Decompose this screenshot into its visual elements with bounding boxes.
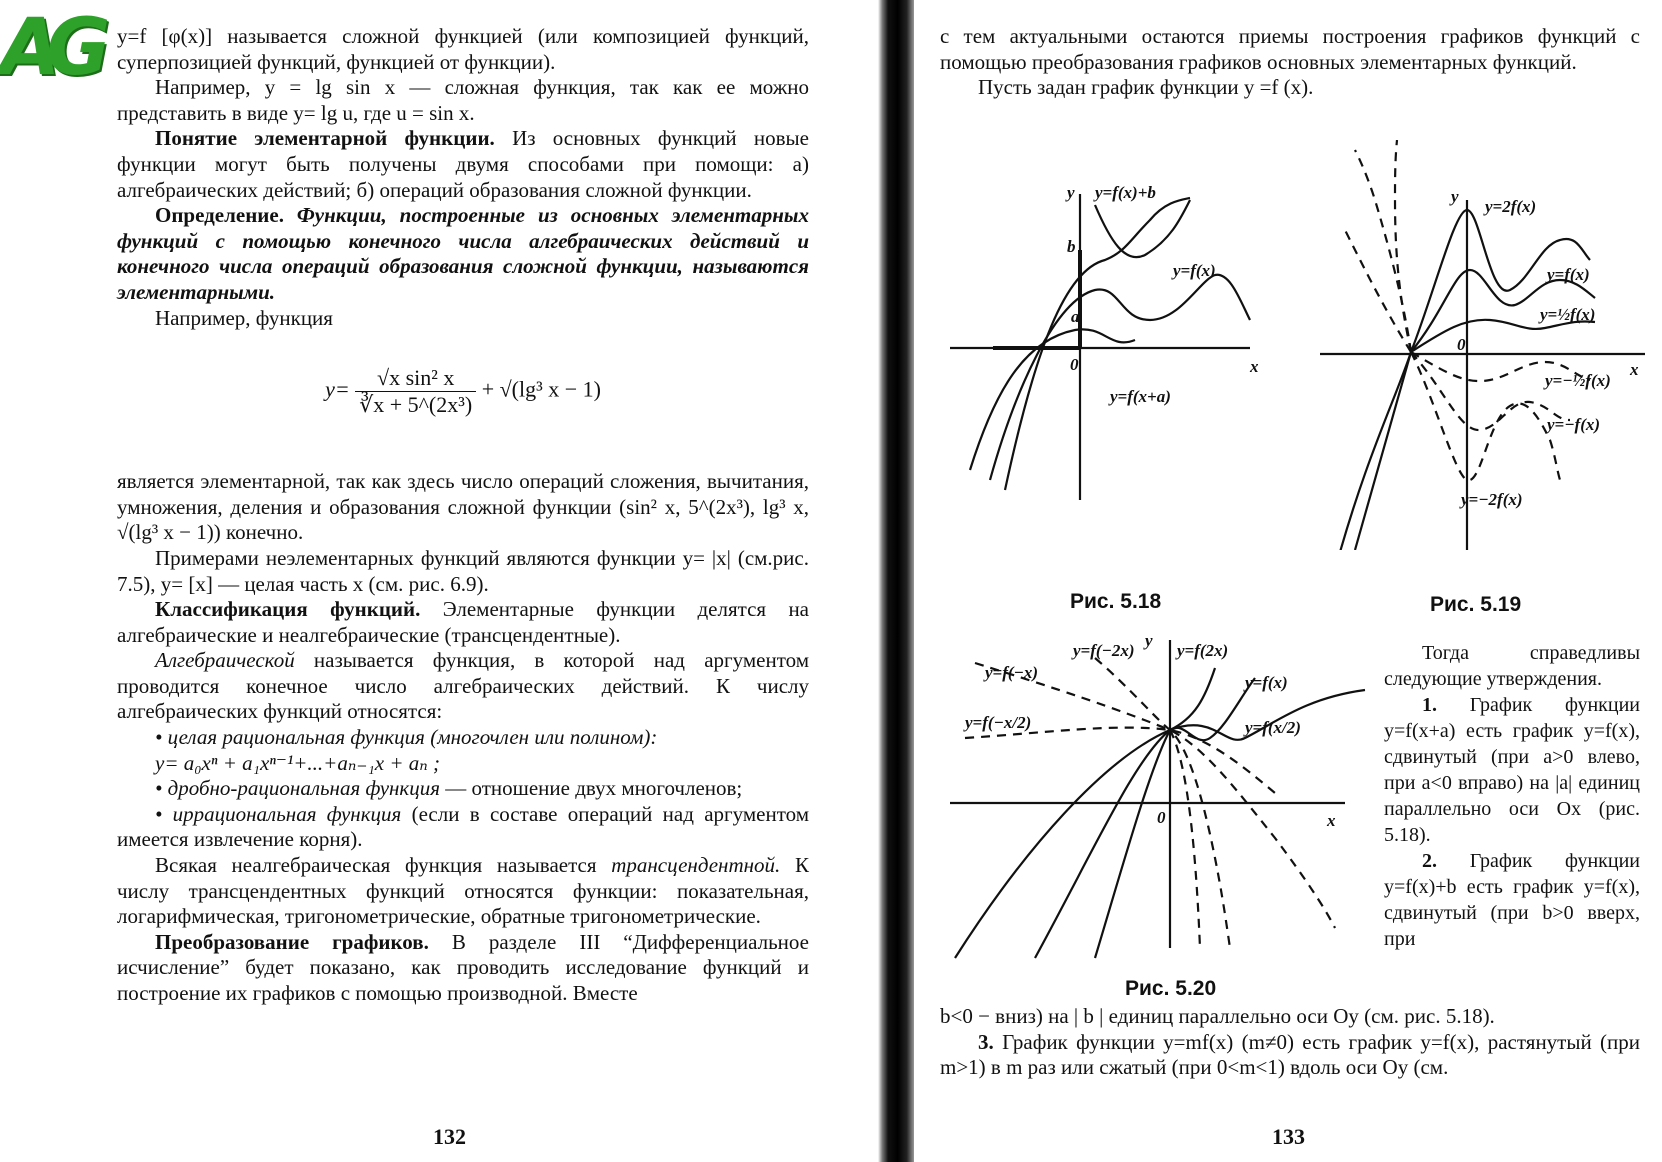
term-irrational: • иррациональная функция	[155, 801, 402, 826]
curve-half-f	[1411, 320, 1595, 352]
paragraph-elementary: является элементарной, так как здесь число операций сложения, вычитания, умножения, деления и образования сложной функции (sin² x, 5^(2x³), lg³ x, √(lg³ x − 1)) конечно.	[117, 469, 809, 545]
figure-5-20	[945, 628, 1375, 968]
term-polynomial: • целая рациональная функция (многочлен или полином):	[155, 725, 658, 750]
paragraph-irrational	[117, 802, 809, 853]
label-f-2x: y=f(2x)	[1177, 641, 1229, 660]
label-zero: 0	[1157, 808, 1166, 827]
caption-5-19: Рис. 5.19	[1430, 593, 1522, 616]
formula	[117, 365, 809, 429]
paragraph-nonelementary: Примерами неэлементарных функций являются функции y= |x| (см.рис. 7.5), y= [x] — целая часть x (см. рис. 6.9).	[117, 545, 809, 596]
definition-term: элементарными.	[117, 279, 276, 304]
curve-left-up-3	[1395, 140, 1411, 352]
definition-text: Функции, построенные из основных элементарных функций с помощью конечного числа алгебраических действий и конечного числа операций образования сложной функции, называются	[117, 203, 809, 279]
paragraph-rule-2	[1384, 848, 1640, 952]
label-f-x-half: y=f(x/2)	[1245, 718, 1301, 737]
text: Всякая неалгебраическая функция называется	[155, 853, 612, 878]
paragraph-transcendental	[117, 853, 809, 930]
formula-rhs: + √(lg³ x − 1)	[481, 376, 601, 402]
label-a: a	[1071, 307, 1080, 326]
text: Из основных функций новые функции могут быть получены двумя способами при помощи: а) алгебраических действий; б) операций образования сложной функции.	[117, 126, 809, 202]
figure-5-20-graph	[945, 628, 1375, 968]
paragraph-rule-1	[1384, 692, 1640, 848]
curve-f-minus-x	[975, 663, 1335, 928]
bottom-text	[940, 1004, 1640, 1081]
figure-5-19-graph	[1315, 140, 1655, 550]
paragraph-definition	[117, 203, 809, 305]
paragraph-rule-2-cont: b<0 − вниз) на | b | единиц параллельно оси Oy (см. рис. 5.18).	[940, 1004, 1495, 1028]
curve-minus-2f	[1411, 352, 1560, 480]
curve-dashed-inner	[1170, 730, 1200, 948]
term-transcendental: трансцендентной.	[611, 853, 781, 878]
label-f: y=f(x)	[1245, 673, 1288, 692]
logo: AG	[0, 3, 97, 93]
label-f: y=f(x)	[1173, 261, 1216, 280]
left-page	[117, 24, 809, 1007]
label-f-plus-b: y=f(x)+b	[1095, 183, 1156, 202]
paragraph-graph-transform	[117, 930, 809, 1007]
paragraph-fractional	[117, 776, 809, 802]
label-zero: 0	[1457, 335, 1466, 354]
formula-fraction	[355, 365, 476, 418]
label-x: x	[1327, 811, 1336, 830]
term-fractional: • дробно-рациональная функция	[155, 776, 441, 801]
label-minus-2f: y=−2f(x)	[1461, 490, 1523, 509]
polynomial-formula: y= a₀xⁿ + a₁xⁿ⁻¹+...+aₙ₋₁x + aₙ ;	[155, 750, 440, 775]
label-y: y	[1451, 187, 1459, 206]
label-b: b	[1067, 237, 1076, 256]
label-y: y	[1067, 183, 1075, 202]
formula-numerator: √x sin² x	[355, 365, 476, 392]
heading-definition: Определение.	[155, 203, 284, 228]
paragraph-polynomial	[117, 725, 809, 751]
curve-f	[990, 275, 1250, 480]
curve-steep-right	[1170, 668, 1215, 730]
paragraph-given-graph: Пусть задан график функции y =f (x).	[978, 75, 1314, 100]
curve-left-up-2	[1345, 230, 1411, 352]
text: Элементарные функции делятся на алгебраические и неалгебраические (трансцендентные).	[117, 597, 810, 647]
book-spine	[878, 0, 914, 1162]
label-minus-f: y=−f(x)	[1547, 415, 1601, 434]
curve-steep-left	[1095, 730, 1170, 958]
right-page	[940, 24, 1640, 101]
paragraph-elementary-concept	[117, 126, 809, 203]
paragraph-example-function: Например, функция	[155, 305, 333, 330]
curve-left-mid	[1355, 352, 1411, 550]
text: В разделе III “Дифференциальное исчисление” будет показано, как проводить исследование функций и построение их графиков с помощью производной. Вместе	[117, 929, 809, 1005]
term-algebraic: Алгебраической	[155, 648, 295, 673]
text: (если в составе операций над аргументом имеется извлечение корня).	[117, 801, 809, 852]
text: График функции y=f(x+a) есть график y=f(x), сдвинутый (при a>0 влево, при a<0 вправо) на |a| единиц параллельно оси Ox (рис. 5.18).	[1384, 694, 1640, 846]
side-text	[1384, 640, 1640, 952]
curve-left-low	[1335, 352, 1411, 550]
figure-5-18-graph	[945, 180, 1275, 510]
label-f-minus-2x: y=f(−2x)	[1073, 641, 1135, 660]
caption-5-18: Рис. 5.18	[1070, 590, 1162, 613]
rule-1-number: 1.	[1422, 694, 1437, 716]
paragraph-composition: y=f [φ(x)] называется сложной функцией (или композицией функций, суперпозицией функций, функцией от функции).	[117, 24, 809, 74]
label-2f: y=2f(x)	[1485, 197, 1537, 216]
label-zero: 0	[1070, 355, 1079, 374]
formula-denominator: ∛x + 5^(2x³)	[359, 392, 473, 418]
paragraph-rule-3	[940, 1030, 1640, 1081]
figure-5-18	[945, 180, 1275, 510]
label-minus-half-f: y=−½f(x)	[1545, 371, 1611, 390]
paragraph-continuation: с тем актуальными остаются приемы построения графиков функций с помощью преобразования графиков основных элементарных функций.	[940, 24, 1640, 74]
label-f-minus-x: y=f(−x)	[985, 663, 1039, 682]
caption-5-20: Рис. 5.20	[1125, 977, 1217, 1000]
text: График функции y=mf(x) (m≠0) есть график y=f(x), растянутый (при m>1) в m раз или сжатый (при 0<m<1) вдоль оси Oy (см.	[940, 1029, 1640, 1080]
paragraph-algebraic	[117, 648, 809, 725]
paragraph-statements: Тогда справедливы следующие утверждения.	[1384, 642, 1640, 690]
label-x: x	[1250, 357, 1259, 376]
text: называется функция, в которой над аргументом проводится конечное число алгебраических действий. К числу алгебраических функций относятся:	[117, 648, 809, 724]
text: — отношение двух многочленов;	[440, 776, 743, 801]
heading-classification: Классификация функций.	[155, 597, 421, 622]
rule-3-number: 3.	[978, 1029, 994, 1054]
page-number-right: 133	[1272, 1124, 1305, 1149]
heading-graph-transform: Преобразование графиков.	[155, 929, 429, 954]
text: График функции y=f(x)+b есть график y=f(x), сдвинутый (при b>0 вверх, при	[1384, 850, 1640, 950]
label-x: x	[1630, 360, 1639, 379]
paragraph-classification	[117, 597, 809, 648]
text: К числу трансцендентных функций относятся функции: показательная, логарифмическая, тригонометрические, обратные тригонометрические.	[117, 853, 809, 929]
heading-elementary-concept: Понятие элементарной функции.	[155, 126, 495, 151]
label-y: y	[1145, 631, 1153, 650]
label-f: y=f(x)	[1547, 265, 1590, 284]
label-f-plus-a: y=f(x+a)	[1110, 387, 1171, 406]
formula-lhs: y=	[325, 376, 350, 402]
label-half-f: y=½f(x)	[1540, 305, 1596, 324]
page-number-left: 132	[433, 1124, 466, 1149]
label-f-minus-x-half: y=f(−x/2)	[965, 713, 1032, 732]
paragraph-example: Например, y = lg sin x — сложная функция, так как ее можно представить в виде y= lg u, где u = sin x.	[117, 75, 809, 125]
figure-5-19	[1315, 140, 1655, 550]
curve-left-up-1	[1355, 150, 1411, 352]
rule-2-number: 2.	[1422, 850, 1437, 872]
